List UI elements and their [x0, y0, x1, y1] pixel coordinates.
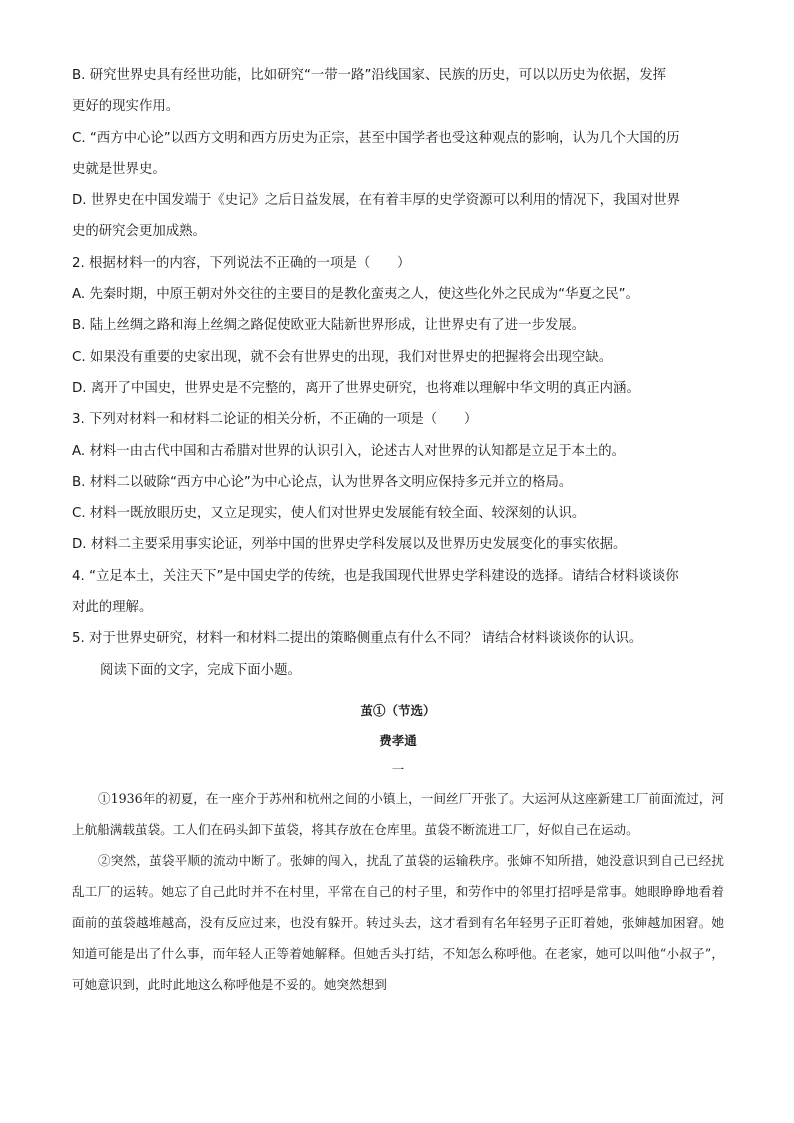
question-3-option-a: A. 材料一由古代中国和古希腊对世界的认识引入，论述古人对世界的认知都是立足于本土的。 [72, 443, 626, 459]
question-2-option-d: D. 离开了中国史，世界史是不完整的，离开了世界史研究，也将难以理解中华文明的真正内涵。 [72, 380, 640, 396]
question-2: 2. 根据材料一的内容，下列说法不正确的一项是（ ） [72, 255, 411, 271]
story-author: 费孝通 [379, 732, 417, 748]
question-3-option-c: C. 材料一既放眼历史，又立足现实，使人们对世界史发展能有较全面、较深刻的认识。 [72, 506, 586, 522]
question-5: 5. 对于世界史研究，材料一和材料二提出的策略侧重点有什么不同？ 请结合材料谈谈你的认识。 [72, 631, 643, 647]
story-body [72, 783, 724, 1000]
section-mark: 一 [391, 761, 405, 777]
option-d-line2: 史的研究会更加成熟。 [72, 224, 206, 240]
option-c-line1: C. “西方中心论”以西方文明和西方历史为正宗，甚至中国学者也受这种观点的影响，认为几个大国的历 [72, 130, 680, 146]
question-4-line2: 对此的理解。 [72, 600, 153, 616]
option-d-line1: D. 世界史在中国发端于《史记》之后日益发展，在有着丰厚的史学资源可以利用的情况下，我国对世界 [72, 193, 681, 209]
reading-intro: 阅读下面的文字，完成下面小题。 [100, 662, 301, 678]
option-c-line2: 史就是世界史。 [72, 161, 166, 177]
story-paragraph-2: ②突然，茧袋平顺的流动中断了。张婶的闯入，扰乱了茧袋的运输秩序。张婶不知所措，她没意识到自己已经扰乱工厂的运转。她忘了自己此时并不在村里，平常在自己的村子里，和劳作中的邻里打招呼是常事。她眼睁睁地看着面前的茧袋越堆越高，没有反应过来，也没有躲开。转过头去，这才看到有名年轻男子正盯着她，张婶越加困窘。她知道可能是出了什么事，而年轻人正等着她解释。但她舌头打结，不知怎么称呼他。在老家，她可以叫他“小叔子”，可她意识到，此时此地这么称呼他是不妥的。她突然想到 [72, 852, 724, 992]
story-title: 茧①（节选） [360, 702, 436, 718]
document-page [72, 60, 724, 1000]
question-3-option-d: D. 材料二主要采用事实论证，列举中国的世界史学科发展以及世界历史发展变化的事实依据。 [72, 537, 627, 553]
option-b-line1: B. 研究世界史具有经世功能，比如研究“一带一路”沿线国家、民族的历史，可以以历史为依据，发挥 [72, 68, 666, 83]
question-4-line1: 4. “立足本土，关注天下”是中国史学的传统，也是我国现代世界史学科建设的选择。请结合材料谈谈你 [72, 568, 679, 584]
option-b-line2: 更好的现实作用。 [72, 99, 180, 115]
question-2-option-a: A. 先秦时期，中原王朝对外交往的主要目的是教化蛮夷之人，使这些化外之民成为“华夏之民”。 [72, 287, 639, 303]
question-3-option-b: B. 材料二以破除“西方中心论”为中心论点，认为世界各文明应保持多元并立的格局。 [72, 474, 573, 490]
story-paragraph-1: ①1936年的初夏，在一座介于苏州和杭州之间的小镇上，一间丝厂开张了。大运河从这座新建工厂前面流过，河上航船满载茧袋。工人们在码头卸下茧袋，将其存放在仓库里。茧袋不断流进工厂，好似自己在运动。 [72, 790, 724, 837]
question-3: 3. 下列对材料一和材料二论证的相关分析，不正确的一项是（ ） [72, 412, 478, 428]
question-2-option-c: C. 如果没有重要的史家出现，就不会有世界史的出现，我们对世界史的把握将会出现空缺。 [72, 349, 613, 365]
question-2-option-b: B. 陆上丝绸之路和海上丝绸之路促使欧亚大陆新世界形成，让世界史有了进一步发展。 [72, 318, 586, 334]
